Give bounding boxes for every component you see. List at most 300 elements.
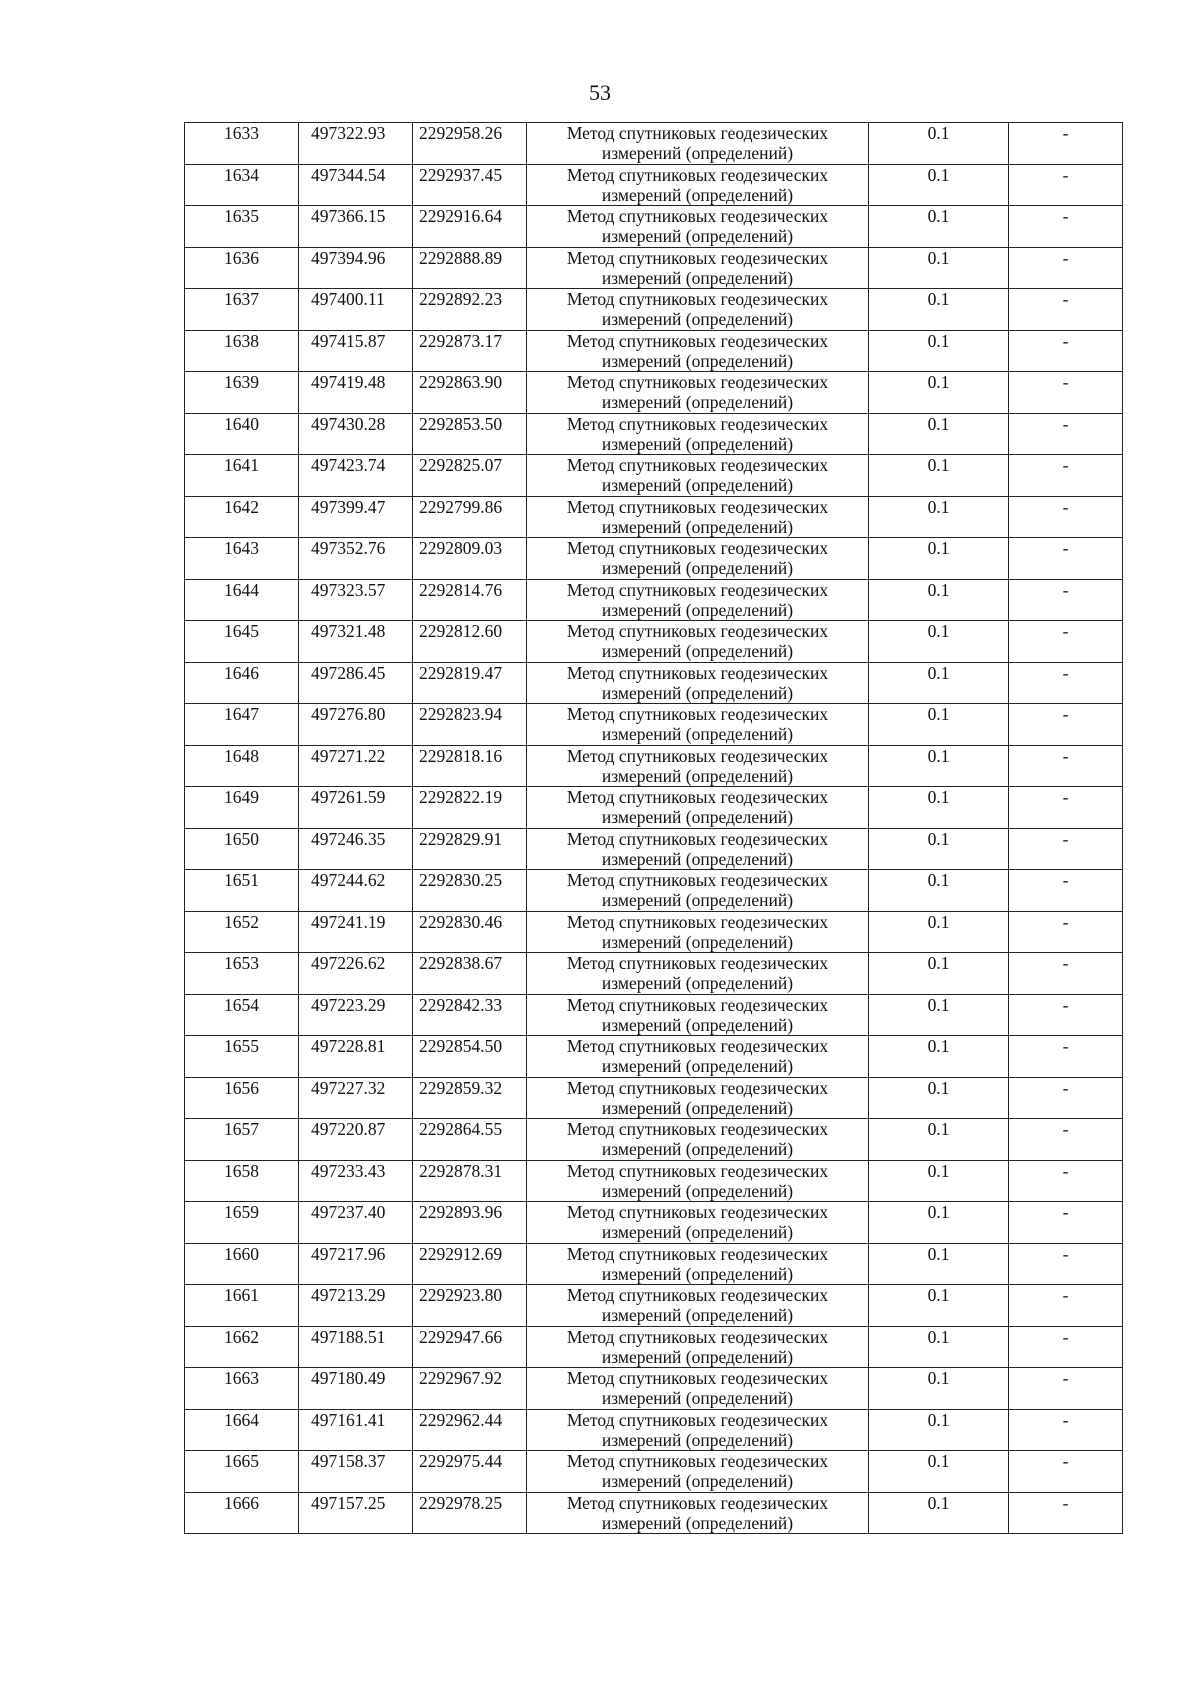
accuracy-cell: 0.1: [869, 538, 1009, 580]
coordinates-table-body: [185, 123, 1123, 1534]
method-line-1: Метод спутниковых геодезических: [566, 787, 829, 807]
method-line-2: измерений (определений): [601, 682, 794, 703]
method-line-1: Метод спутниковых геодезических: [566, 579, 829, 600]
y-coordinate-cell: 2292853.50: [413, 413, 527, 455]
method-cell: [527, 372, 869, 414]
method-line-1: Метод спутниковых геодезических: [566, 662, 829, 683]
point-number-cell: 1666: [185, 1492, 299, 1534]
method-line-2: измерений (определений): [601, 309, 794, 329]
x-coordinate-cell: 497394.96: [299, 247, 413, 289]
point-number-cell: 1641: [185, 455, 299, 497]
method-line-1: Метод спутниковых геодезических: [566, 1160, 829, 1181]
x-coordinate-cell: 497271.22: [299, 745, 413, 787]
y-coordinate-cell: 2292830.25: [413, 870, 527, 912]
method-cell: [527, 289, 869, 331]
point-number-cell: 1650: [185, 828, 299, 870]
x-coordinate-cell: 497226.62: [299, 953, 413, 995]
method-line-2: измерений (определений): [601, 848, 794, 869]
table-row: [185, 372, 1123, 414]
point-number-cell: 1654: [185, 994, 299, 1036]
y-coordinate-cell: 2292978.25: [413, 1492, 527, 1534]
x-coordinate-cell: 497419.48: [299, 372, 413, 414]
point-number-cell: 1655: [185, 1036, 299, 1078]
method-cell: [527, 496, 869, 538]
method-cell: [527, 787, 869, 829]
table-row: [185, 621, 1123, 663]
x-coordinate-cell: 497157.25: [299, 1492, 413, 1534]
method-cell: [527, 330, 869, 372]
y-coordinate-cell: 2292863.90: [413, 372, 527, 414]
note-cell: -: [1009, 745, 1123, 787]
method-line-2: измерений (определений): [601, 724, 794, 744]
table-row: [185, 538, 1123, 580]
table-row: [185, 164, 1123, 206]
note-cell: -: [1009, 538, 1123, 580]
point-number-cell: 1653: [185, 953, 299, 995]
method-line-1: Метод спутниковых геодезических: [566, 164, 829, 185]
accuracy-cell: 0.1: [869, 455, 1009, 497]
accuracy-cell: 0.1: [869, 372, 1009, 414]
table-row: [185, 953, 1123, 995]
method-line-1: Метод спутниковых геодезических: [566, 330, 829, 351]
table-row: [185, 1160, 1123, 1202]
table-row: [185, 1119, 1123, 1161]
y-coordinate-cell: 2292923.80: [413, 1285, 527, 1327]
accuracy-cell: 0.1: [869, 1202, 1009, 1244]
x-coordinate-cell: 497233.43: [299, 1160, 413, 1202]
method-cell: [527, 164, 869, 206]
note-cell: -: [1009, 496, 1123, 538]
method-line-1: Метод спутниковых геодезических: [566, 455, 829, 475]
note-cell: -: [1009, 413, 1123, 455]
y-coordinate-cell: 2292814.76: [413, 579, 527, 621]
table-row: [185, 123, 1123, 165]
x-coordinate-cell: 497344.54: [299, 164, 413, 206]
y-coordinate-cell: 2292842.33: [413, 994, 527, 1036]
y-coordinate-cell: 2292864.55: [413, 1119, 527, 1161]
point-number-cell: 1640: [185, 413, 299, 455]
method-cell: [527, 1409, 869, 1451]
accuracy-cell: 0.1: [869, 994, 1009, 1036]
y-coordinate-cell: 2292912.69: [413, 1243, 527, 1285]
point-number-cell: 1664: [185, 1409, 299, 1451]
note-cell: -: [1009, 953, 1123, 995]
accuracy-cell: 0.1: [869, 704, 1009, 746]
table-row: [185, 870, 1123, 912]
method-line-2: измерений (определений): [601, 267, 794, 288]
method-line-1: Метод спутниковых геодезических: [566, 1368, 829, 1388]
method-line-2: измерений (определений): [601, 1346, 794, 1367]
method-line-2: измерений (определений): [601, 226, 794, 246]
x-coordinate-cell: 497180.49: [299, 1368, 413, 1410]
point-number-cell: 1639: [185, 372, 299, 414]
method-cell: [527, 704, 869, 746]
point-number-cell: 1658: [185, 1160, 299, 1202]
method-cell: [527, 247, 869, 289]
method-line-1: Метод спутниковых геодезических: [566, 206, 829, 226]
method-line-2: измерений (определений): [601, 1263, 794, 1284]
x-coordinate-cell: 497430.28: [299, 413, 413, 455]
table-row: [185, 1368, 1123, 1410]
accuracy-cell: 0.1: [869, 330, 1009, 372]
point-number-cell: 1656: [185, 1077, 299, 1119]
method-cell: [527, 953, 869, 995]
method-cell: [527, 579, 869, 621]
method-line-2: измерений (определений): [601, 392, 794, 412]
method-cell: [527, 1160, 869, 1202]
point-number-cell: 1659: [185, 1202, 299, 1244]
y-coordinate-cell: 2292830.46: [413, 911, 527, 953]
note-cell: -: [1009, 828, 1123, 870]
y-coordinate-cell: 2292975.44: [413, 1451, 527, 1493]
x-coordinate-cell: 497237.40: [299, 1202, 413, 1244]
y-coordinate-cell: 2292962.44: [413, 1409, 527, 1451]
y-coordinate-cell: 2292916.64: [413, 206, 527, 248]
table-row: [185, 1451, 1123, 1493]
method-cell: [527, 1451, 869, 1493]
accuracy-cell: 0.1: [869, 247, 1009, 289]
y-coordinate-cell: 2292819.47: [413, 662, 527, 704]
method-line-2: измерений (определений): [601, 1305, 794, 1325]
method-line-1: Метод спутниковых геодезических: [566, 704, 829, 724]
point-number-cell: 1642: [185, 496, 299, 538]
note-cell: -: [1009, 704, 1123, 746]
note-cell: -: [1009, 621, 1123, 663]
y-coordinate-cell: 2292823.94: [413, 704, 527, 746]
x-coordinate-cell: 497161.41: [299, 1409, 413, 1451]
point-number-cell: 1662: [185, 1326, 299, 1368]
point-number-cell: 1637: [185, 289, 299, 331]
y-coordinate-cell: 2292967.92: [413, 1368, 527, 1410]
method-cell: [527, 870, 869, 912]
y-coordinate-cell: 2292854.50: [413, 1036, 527, 1078]
accuracy-cell: 0.1: [869, 828, 1009, 870]
point-number-cell: 1663: [185, 1368, 299, 1410]
note-cell: -: [1009, 164, 1123, 206]
point-number-cell: 1636: [185, 247, 299, 289]
method-line-2: измерений (определений): [601, 350, 794, 371]
table-row: [185, 455, 1123, 497]
y-coordinate-cell: 2292838.67: [413, 953, 527, 995]
x-coordinate-cell: 497352.76: [299, 538, 413, 580]
x-coordinate-cell: 497244.62: [299, 870, 413, 912]
note-cell: -: [1009, 1036, 1123, 1078]
method-line-2: измерений (определений): [601, 1471, 794, 1491]
y-coordinate-cell: 2292812.60: [413, 621, 527, 663]
accuracy-cell: 0.1: [869, 289, 1009, 331]
x-coordinate-cell: 497400.11: [299, 289, 413, 331]
method-line-1: Метод спутниковых геодезических: [566, 1119, 829, 1139]
accuracy-cell: 0.1: [869, 1492, 1009, 1534]
point-number-cell: 1660: [185, 1243, 299, 1285]
method-line-2: измерений (определений): [601, 558, 794, 578]
method-line-2: измерений (определений): [601, 1388, 794, 1408]
table-row: [185, 1285, 1123, 1327]
method-cell: [527, 1202, 869, 1244]
method-line-1: Метод спутниковых геодезических: [566, 538, 829, 558]
method-cell: [527, 538, 869, 580]
accuracy-cell: 0.1: [869, 1409, 1009, 1451]
method-cell: [527, 1368, 869, 1410]
accuracy-cell: 0.1: [869, 1368, 1009, 1410]
table-row: [185, 704, 1123, 746]
table-row: [185, 579, 1123, 621]
method-line-1: Метод спутниковых геодезических: [566, 1451, 829, 1471]
table-row: [185, 662, 1123, 704]
accuracy-cell: 0.1: [869, 1451, 1009, 1493]
accuracy-cell: 0.1: [869, 1077, 1009, 1119]
method-line-2: измерений (определений): [601, 1180, 794, 1201]
method-line-1: Метод спутниковых геодезических: [566, 289, 829, 309]
method-line-1: Метод спутниковых геодезических: [566, 621, 829, 641]
table-row: [185, 413, 1123, 455]
x-coordinate-cell: 497399.47: [299, 496, 413, 538]
method-cell: [527, 828, 869, 870]
x-coordinate-cell: 497228.81: [299, 1036, 413, 1078]
method-cell: [527, 123, 869, 165]
point-number-cell: 1652: [185, 911, 299, 953]
note-cell: -: [1009, 247, 1123, 289]
accuracy-cell: 0.1: [869, 1243, 1009, 1285]
table-row: [185, 911, 1123, 953]
point-number-cell: 1633: [185, 123, 299, 165]
table-row: [185, 1409, 1123, 1451]
note-cell: -: [1009, 206, 1123, 248]
method-line-1: Метод спутниковых геодезических: [566, 1077, 829, 1098]
table-row: [185, 1077, 1123, 1119]
accuracy-cell: 0.1: [869, 579, 1009, 621]
method-cell: [527, 621, 869, 663]
method-line-2: измерений (определений): [601, 973, 794, 993]
note-cell: -: [1009, 330, 1123, 372]
note-cell: -: [1009, 1077, 1123, 1119]
method-line-1: Метод спутниковых геодезических: [566, 413, 829, 434]
point-number-cell: 1651: [185, 870, 299, 912]
accuracy-cell: 0.1: [869, 1160, 1009, 1202]
method-cell: [527, 1326, 869, 1368]
method-line-2: измерений (определений): [601, 1429, 794, 1450]
point-number-cell: 1635: [185, 206, 299, 248]
accuracy-cell: 0.1: [869, 621, 1009, 663]
method-cell: [527, 1036, 869, 1078]
table-row: [185, 745, 1123, 787]
accuracy-cell: 0.1: [869, 496, 1009, 538]
point-number-cell: 1647: [185, 704, 299, 746]
y-coordinate-cell: 2292829.91: [413, 828, 527, 870]
y-coordinate-cell: 2292937.45: [413, 164, 527, 206]
method-line-2: измерений (определений): [601, 1222, 794, 1242]
method-cell: [527, 745, 869, 787]
x-coordinate-cell: 497158.37: [299, 1451, 413, 1493]
method-line-2: измерений (определений): [601, 1139, 794, 1159]
method-line-1: Метод спутниковых геодезических: [566, 1202, 829, 1222]
accuracy-cell: 0.1: [869, 413, 1009, 455]
accuracy-cell: 0.1: [869, 206, 1009, 248]
note-cell: -: [1009, 1368, 1123, 1410]
note-cell: -: [1009, 123, 1123, 165]
method-line-1: Метод спутниковых геодезических: [566, 123, 829, 143]
page-number: 53: [589, 80, 611, 105]
x-coordinate-cell: 497188.51: [299, 1326, 413, 1368]
y-coordinate-cell: 2292958.26: [413, 123, 527, 165]
note-cell: -: [1009, 1451, 1123, 1493]
accuracy-cell: 0.1: [869, 911, 1009, 953]
method-line-1: Метод спутниковых геодезических: [566, 745, 829, 766]
point-number-cell: 1648: [185, 745, 299, 787]
method-line-1: Метод спутниковых геодезических: [566, 953, 829, 973]
y-coordinate-cell: 2292809.03: [413, 538, 527, 580]
accuracy-cell: 0.1: [869, 870, 1009, 912]
accuracy-cell: 0.1: [869, 1326, 1009, 1368]
method-line-1: Метод спутниковых геодезических: [566, 372, 829, 392]
method-line-1: Метод спутниковых геодезических: [566, 828, 829, 849]
x-coordinate-cell: 497217.96: [299, 1243, 413, 1285]
note-cell: -: [1009, 994, 1123, 1036]
note-cell: -: [1009, 1119, 1123, 1161]
method-line-2: измерений (определений): [601, 433, 794, 454]
table-row: [185, 496, 1123, 538]
accuracy-cell: 0.1: [869, 164, 1009, 206]
method-line-1: Метод спутниковых геодезических: [566, 247, 829, 268]
x-coordinate-cell: 497241.19: [299, 911, 413, 953]
y-coordinate-cell: 2292878.31: [413, 1160, 527, 1202]
y-coordinate-cell: 2292822.19: [413, 787, 527, 829]
note-cell: -: [1009, 579, 1123, 621]
method-line-2: измерений (определений): [601, 184, 794, 205]
x-coordinate-cell: 497213.29: [299, 1285, 413, 1327]
note-cell: -: [1009, 289, 1123, 331]
method-cell: [527, 1243, 869, 1285]
y-coordinate-cell: 2292873.17: [413, 330, 527, 372]
method-line-1: Метод спутниковых геодезических: [566, 1326, 829, 1347]
accuracy-cell: 0.1: [869, 662, 1009, 704]
y-coordinate-cell: 2292947.66: [413, 1326, 527, 1368]
note-cell: -: [1009, 372, 1123, 414]
table-row: [185, 994, 1123, 1036]
x-coordinate-cell: 497423.74: [299, 455, 413, 497]
note-cell: -: [1009, 1243, 1123, 1285]
table-row: [185, 330, 1123, 372]
x-coordinate-cell: 497220.87: [299, 1119, 413, 1161]
note-cell: -: [1009, 1202, 1123, 1244]
method-cell: [527, 911, 869, 953]
coordinates-table: [184, 122, 1123, 1534]
accuracy-cell: 0.1: [869, 953, 1009, 995]
method-line-1: Метод спутниковых геодезических: [566, 911, 829, 932]
y-coordinate-cell: 2292799.86: [413, 496, 527, 538]
x-coordinate-cell: 497366.15: [299, 206, 413, 248]
note-cell: -: [1009, 870, 1123, 912]
x-coordinate-cell: 497276.80: [299, 704, 413, 746]
table-row: [185, 247, 1123, 289]
method-line-2: измерений (определений): [601, 765, 794, 786]
method-line-1: Метод спутниковых геодезических: [566, 1036, 829, 1056]
method-cell: [527, 1285, 869, 1327]
method-cell: [527, 206, 869, 248]
accuracy-cell: 0.1: [869, 123, 1009, 165]
x-coordinate-cell: 497323.57: [299, 579, 413, 621]
method-line-2: измерений (определений): [601, 1014, 794, 1035]
method-line-2: измерений (определений): [601, 1512, 794, 1533]
point-number-cell: 1649: [185, 787, 299, 829]
x-coordinate-cell: 497246.35: [299, 828, 413, 870]
method-line-1: Метод спутниковых геодезических: [566, 994, 829, 1015]
x-coordinate-cell: 497223.29: [299, 994, 413, 1036]
method-line-2: измерений (определений): [601, 516, 794, 537]
method-line-2: измерений (определений): [601, 475, 794, 495]
note-cell: -: [1009, 911, 1123, 953]
note-cell: -: [1009, 1409, 1123, 1451]
method-line-2: измерений (определений): [601, 1097, 794, 1118]
accuracy-cell: 0.1: [869, 1285, 1009, 1327]
point-number-cell: 1645: [185, 621, 299, 663]
y-coordinate-cell: 2292859.32: [413, 1077, 527, 1119]
point-number-cell: 1665: [185, 1451, 299, 1493]
method-cell: [527, 1077, 869, 1119]
method-line-1: Метод спутниковых геодезических: [566, 496, 829, 517]
method-line-2: измерений (определений): [601, 143, 794, 163]
point-number-cell: 1643: [185, 538, 299, 580]
table-row: [185, 1326, 1123, 1368]
y-coordinate-cell: 2292893.96: [413, 1202, 527, 1244]
y-coordinate-cell: 2292888.89: [413, 247, 527, 289]
table-row: [185, 1243, 1123, 1285]
x-coordinate-cell: 497321.48: [299, 621, 413, 663]
table-row: [185, 206, 1123, 248]
method-line-1: Метод спутниковых геодезических: [566, 1492, 829, 1513]
method-line-1: Метод спутниковых геодезических: [566, 1285, 829, 1305]
method-cell: [527, 662, 869, 704]
method-cell: [527, 1119, 869, 1161]
y-coordinate-cell: 2292825.07: [413, 455, 527, 497]
point-number-cell: 1661: [185, 1285, 299, 1327]
method-line-2: измерений (определений): [601, 807, 794, 827]
accuracy-cell: 0.1: [869, 787, 1009, 829]
table-row: [185, 1492, 1123, 1534]
accuracy-cell: 0.1: [869, 1119, 1009, 1161]
method-cell: [527, 994, 869, 1036]
table-row: [185, 787, 1123, 829]
point-number-cell: 1634: [185, 164, 299, 206]
table-row: [185, 1202, 1123, 1244]
method-line-1: Метод спутниковых геодезических: [566, 1409, 829, 1430]
method-line-1: Метод спутниковых геодезических: [566, 1243, 829, 1264]
point-number-cell: 1644: [185, 579, 299, 621]
method-line-2: измерений (определений): [601, 599, 794, 620]
point-number-cell: 1657: [185, 1119, 299, 1161]
method-line-2: измерений (определений): [601, 641, 794, 661]
table-row: [185, 289, 1123, 331]
method-cell: [527, 413, 869, 455]
note-cell: -: [1009, 455, 1123, 497]
note-cell: -: [1009, 1326, 1123, 1368]
table-row: [185, 1036, 1123, 1078]
note-cell: -: [1009, 662, 1123, 704]
method-line-1: Метод спутниковых геодезических: [566, 870, 829, 890]
method-cell: [527, 1492, 869, 1534]
x-coordinate-cell: 497227.32: [299, 1077, 413, 1119]
note-cell: -: [1009, 1285, 1123, 1327]
y-coordinate-cell: 2292892.23: [413, 289, 527, 331]
method-cell: [527, 455, 869, 497]
x-coordinate-cell: 497286.45: [299, 662, 413, 704]
x-coordinate-cell: 497415.87: [299, 330, 413, 372]
y-coordinate-cell: 2292818.16: [413, 745, 527, 787]
method-line-2: измерений (определений): [601, 931, 794, 952]
note-cell: -: [1009, 1492, 1123, 1534]
point-number-cell: 1646: [185, 662, 299, 704]
accuracy-cell: 0.1: [869, 745, 1009, 787]
